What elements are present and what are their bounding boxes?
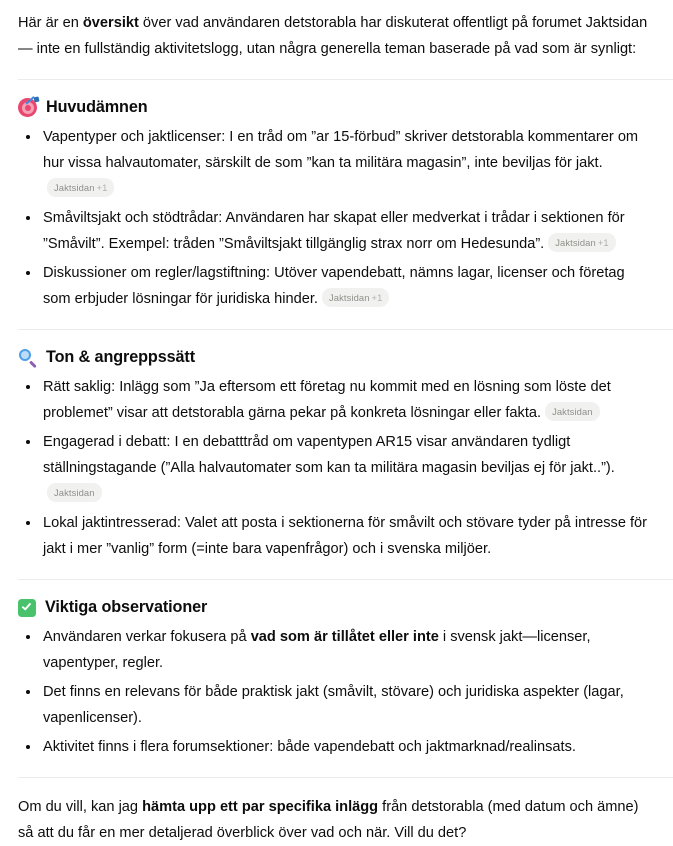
- section-2-bullet-list: [18, 374, 655, 562]
- section-ton-och-angreppssatt: [0, 348, 673, 562]
- list-item: [18, 205, 655, 257]
- divider-1: [18, 79, 673, 80]
- badge-label: Jaktsidan: [329, 291, 370, 303]
- outro-text-before: Om du vill, kan jag: [18, 799, 143, 815]
- bullet-text: Diskussioner om regler/lagstiftning: Utöver vapendebatt, nämns lagar, licenser och företag som erbjuder lösningar för juridiska hinder.: [43, 265, 625, 307]
- bullet-text: Lokal jaktintresserad: Valet att posta i sektionerna för småvilt och stövare tyder på intresse för jakt i mer ”vanlig” form (=inte bara vapenfrågor) och i svenska miljöer.: [43, 515, 648, 557]
- bullet-text: Rätt saklig: Inlägg som ”Ja eftersom ett företag nu kommit med en lösning som löste det problemet” visar att detstorabla gärna pekar på konkreta lösningar eller fakta.: [43, 379, 611, 421]
- target-icon: [18, 98, 37, 117]
- badge-extra: +1: [371, 291, 383, 303]
- magnifier-icon: [18, 348, 37, 367]
- section-3-header: [18, 598, 655, 617]
- source-badge[interactable]: [322, 288, 389, 307]
- source-badge[interactable]: [47, 483, 102, 502]
- badge-label: Jaktsidan: [54, 486, 95, 498]
- list-item: [18, 374, 655, 426]
- section-1-title: Huvudämnen: [46, 98, 148, 116]
- bullet-text: Småviltsjakt och stödtrådar: Användaren har skapat eller medverkat i trådar i sektionen för ”Småvilt”. Exempel: tråden ”Småviltsjakt tillgänglig strax norr om Hedesunda”.: [43, 210, 625, 252]
- bullet-text: Vapentyper och jaktlicenser: I en tråd om ”ar 15-förbud” skriver detstorabla kommentarer om hur vissa halvautomater, särskilt de som ”kan ta militära magasin”, inte beviljas för jakt.: [43, 129, 639, 171]
- section-viktiga-observationer: [0, 598, 673, 760]
- divider-2: [18, 329, 673, 330]
- section-3-title: Viktiga observationer: [45, 598, 208, 616]
- section-2-header: [18, 348, 655, 367]
- bullet-text-before: Användaren verkar fokusera på: [43, 629, 251, 645]
- outro-paragraph: [0, 778, 673, 846]
- section-2-title: Ton & angreppssätt: [46, 348, 195, 366]
- list-item: [18, 679, 655, 731]
- list-item: [18, 260, 655, 312]
- divider-3: [18, 579, 673, 580]
- section-1-header: [18, 98, 655, 117]
- badge-label: Jaktsidan: [54, 181, 95, 193]
- list-item: [18, 734, 655, 760]
- badge-extra: +1: [96, 181, 108, 193]
- bullet-text: Aktivitet finns i flera forumsektioner: både vapendebatt och jaktmarknad/realinsats.: [43, 739, 576, 755]
- intro-bold-word: översikt: [82, 15, 139, 31]
- section-1-bullet-list: [18, 124, 655, 312]
- bullet-text: Det finns en relevans för både praktisk jakt (småvilt, stövare) och juridiska aspekter (lagar, vapenlicenser).: [43, 684, 624, 726]
- badge-label: Jaktsidan: [555, 236, 596, 248]
- bullet-bold: vad som är tillåtet eller inte: [250, 629, 439, 645]
- badge-extra: +1: [597, 236, 609, 248]
- badge-label: Jaktsidan: [552, 405, 593, 417]
- source-badge[interactable]: [545, 402, 600, 421]
- outro-text-after: från detstorabla (med datum och ämne) så att du får en mer detaljerad överblick över vad och när. Vill du det?: [18, 799, 639, 841]
- list-item: [18, 510, 655, 562]
- bullet-text: Engagerad i debatt: I en debatttråd om vapentypen AR15 visar användaren tydligt ställningstagande (”Alla halvautomater som kan ta militära magasin beviljas ej för jakt..”).: [43, 434, 615, 476]
- section-3-bullet-list: [18, 624, 655, 760]
- source-badge[interactable]: [47, 178, 114, 197]
- intro-text-before: Här är en: [18, 15, 83, 31]
- intro-paragraph: [0, 0, 673, 62]
- list-item: [18, 429, 655, 507]
- list-item: [18, 624, 655, 676]
- green-check-icon: [18, 599, 36, 617]
- intro-text-after: över vad användaren detstorabla har diskuterat offentligt på forumet Jaktsidan — inte en fullständig aktivitetslogg, utan några generella teman baserade på vad som är synligt:: [18, 15, 648, 57]
- section-huvudamnen: [0, 98, 673, 312]
- list-item: [18, 124, 655, 202]
- outro-bold-phrase: hämta upp ett par specifika inlägg: [142, 799, 379, 815]
- source-badge[interactable]: [548, 233, 615, 252]
- bullet-text-after: i svensk jakt—licenser, vapentyper, regler.: [43, 629, 591, 671]
